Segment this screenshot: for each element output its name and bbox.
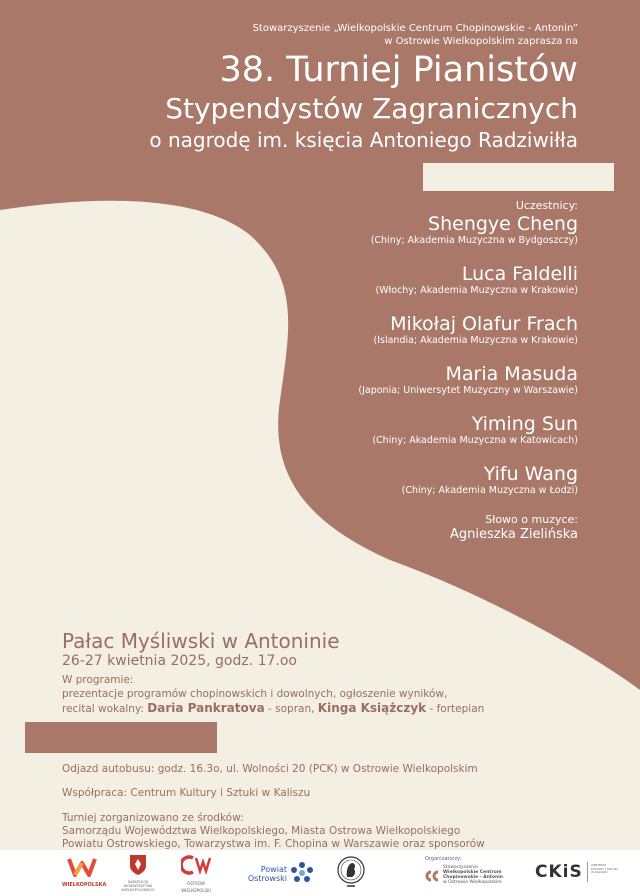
participant-affiliation: (Chiny; Akademia Muzyczna w Bydgoszczy): [370, 235, 578, 246]
participant-name: Yifu Wang: [483, 463, 578, 485]
ckis-mark: CKiS: [535, 862, 583, 882]
powiat-line-2: Ostrowski: [247, 874, 287, 883]
wielkopolska-text: WIELKOPOLSKA: [62, 882, 107, 888]
participants-label: Uczestnicy:: [515, 199, 578, 212]
program: [62, 673, 484, 716]
ckis-divider: [587, 862, 588, 882]
program-line-1: prezentacje programów chopinowskich i dowolnych, ogłoszenie wyników,: [62, 688, 448, 700]
org-line-3: Chopinowskie - Antonin: [443, 875, 503, 880]
title-line-2: Stypendystów Zagranicznych: [165, 92, 578, 125]
participant-affiliation: (Włochy; Akademia Muzyczna w Krakowie): [375, 285, 578, 296]
participant-2: [374, 313, 579, 347]
participant-1: [375, 263, 578, 297]
participant-affiliation: (Islandia; Akademia Muzyczna w Krakowie): [373, 335, 578, 346]
wcc-icon: [425, 870, 441, 882]
venue: Pałac Myśliwski w Antoninie: [62, 629, 340, 653]
participant-affiliation: (Japonia; Uniwersytet Muzyczny w Warszawie): [358, 385, 578, 396]
funding-info: [62, 812, 485, 851]
recital-label: recital wokalny:: [62, 703, 148, 715]
wielkopolska-icon: [67, 856, 97, 878]
org-line-2: Wielkopolskie Centrum: [443, 870, 502, 875]
participant-name: Mikołaj Olafur Frach: [390, 313, 578, 335]
participant-3: [358, 363, 578, 397]
samorzad-text: SAMORZĄD WOJEWÓDZTWA WIELKOPOLSKIEGO: [121, 880, 155, 892]
coat-of-arms-icon: [129, 854, 147, 876]
title-line-3: o nagrodę im. księcia Antoniego Radziwiłła: [149, 128, 578, 152]
pianist-role: - fortepian: [426, 703, 485, 715]
participant-name: Shengye Cheng: [428, 213, 578, 235]
funding-line-2: Samorządu Województwa Wielkopolskiego, Miasta Ostrowa Wielkopolskiego: [62, 825, 461, 837]
powiat-dots-icon: [290, 861, 314, 885]
org-line-1: Stowarzyszenie: [443, 865, 479, 870]
bus-info: Odjazd autobusu: godz. 16.3o, ul. Wolności 20 (PCK) w Ostrowie Wielkopolskim: [62, 763, 478, 775]
funding-line-3: Powiatu Ostrowskiego, Towarzystwa im. F. Chopina w Warszawie oraz sponsorów: [62, 838, 485, 850]
powiat-line-1: Powiat: [260, 865, 287, 874]
event-date: 26-27 kwietnia 2025, godz. 17.oo: [62, 653, 297, 669]
ostrow-icon: [181, 854, 211, 876]
invitation-text: [253, 22, 578, 48]
singer-role: - sopran,: [264, 703, 318, 715]
title-line-1: 38. Turniej Pianistów: [219, 50, 578, 90]
participant-affiliation: (Chiny; Akademia Muzyczna w Katowicach): [372, 435, 578, 446]
ostrow-text: OSTRÓW WIELKOPOLSKI: [181, 881, 211, 893]
sponsor-logos-bar: [0, 850, 640, 896]
blank-box-top: [423, 163, 614, 191]
speaker-name: Agnieszka Zielińska: [449, 527, 578, 542]
invite-line-2: w Ostrowie Wielkopolskim zaprasza na: [384, 36, 578, 47]
participant-name: Luca Faldelli: [461, 263, 578, 285]
samorzad-logo: [118, 854, 158, 892]
organizer-text: [443, 865, 503, 885]
participant-name: Yiming Sun: [471, 413, 578, 435]
organizers-label: Organizatorzy:: [425, 856, 462, 862]
ostrow-logo: [176, 854, 216, 894]
chopin-medallion-icon: [336, 855, 366, 889]
speaker-label: Słowo o muzyce:: [485, 513, 578, 526]
participant-5: [402, 463, 578, 497]
program-label: W programie:: [62, 674, 134, 686]
participant-name: Maria Masuda: [445, 363, 578, 385]
funding-line-1: Turniej zorganizowano ze środków:: [62, 812, 244, 824]
pianist-name: Kinga Książczyk: [317, 701, 427, 715]
org-line-4: w Ostrowie Wielkopolskim: [443, 880, 502, 885]
cooperation-info: Współpraca: Centrum Kultury i Sztuki w Kaliszu: [62, 787, 311, 799]
program-line-2: [62, 701, 484, 716]
invite-line-1: Stowarzyszenie „Wielkopolskie Centrum Chopinowskie - Antonin”: [252, 23, 578, 34]
wielkopolska-logo: [62, 856, 107, 889]
chopin-society-logo: [336, 855, 366, 893]
participant-4: [372, 413, 578, 447]
participant-affiliation: (Chiny; Akademia Muzyczna w Łodzi): [401, 485, 578, 496]
singer-name: Daria Pankratova: [147, 701, 265, 715]
ckis-description: CENTRUM KULTURY I SZTUKI W KALISZU: [591, 863, 618, 875]
blank-box-bottom: [25, 722, 217, 753]
powiat-text: [243, 865, 287, 883]
participant-0: [371, 213, 578, 247]
